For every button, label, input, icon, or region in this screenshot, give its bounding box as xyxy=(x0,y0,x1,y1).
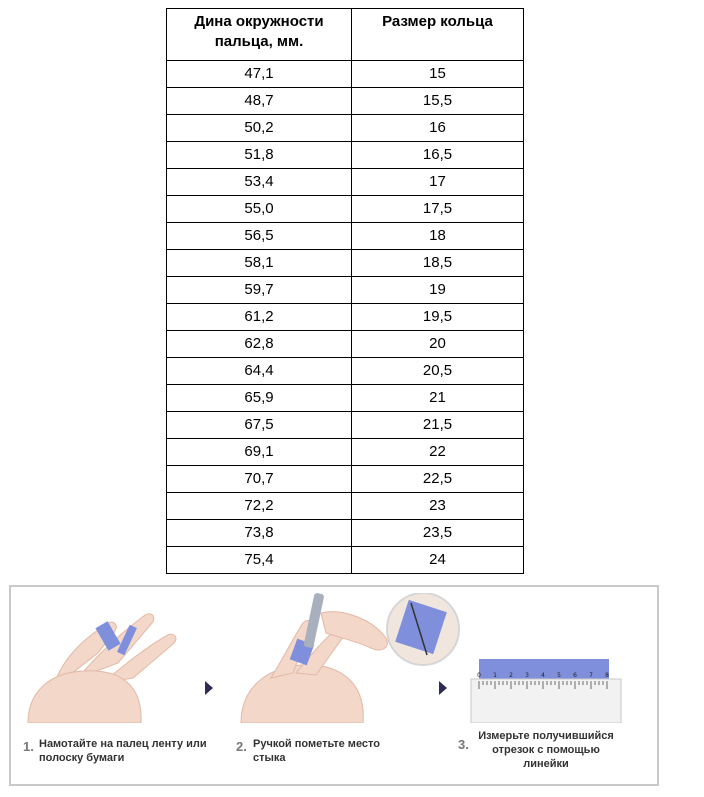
table-row xyxy=(167,439,524,466)
hand-with-tape-icon xyxy=(23,593,183,723)
ring-size-cell: 21 xyxy=(352,385,524,412)
table-row xyxy=(167,115,524,142)
circumference-cell: 56,5 xyxy=(167,223,352,250)
circumference-cell: 55,0 xyxy=(167,196,352,223)
step-3-caption: Измерьте получившийся отрезок с помощью линейки xyxy=(478,730,614,770)
table-row xyxy=(167,169,524,196)
table-row xyxy=(167,250,524,277)
ring-size-cell: 22 xyxy=(352,439,524,466)
table-row xyxy=(167,412,524,439)
circumference-cell: 48,7 xyxy=(167,88,352,115)
circumference-cell: 70,7 xyxy=(167,466,352,493)
hand-marking-pen-icon xyxy=(231,593,461,723)
step-2-number: 2. xyxy=(236,739,247,754)
ruler-tick-label: 8 xyxy=(605,672,609,679)
arrow-right-icon xyxy=(205,681,213,695)
ruler-tick-label: 6 xyxy=(573,672,577,679)
ring-size-cell: 22,5 xyxy=(352,466,524,493)
arrow-right-icon xyxy=(439,681,447,695)
step-1-caption: Намотайте на палец ленту или полоску бумаги xyxy=(39,738,207,764)
ring-size-cell: 17,5 xyxy=(352,196,524,223)
ring-size-cell: 20 xyxy=(352,331,524,358)
circumference-cell: 75,4 xyxy=(167,547,352,574)
ring-size-cell: 23 xyxy=(352,493,524,520)
table-row xyxy=(167,61,524,88)
ruler-tick-label: 4 xyxy=(541,672,545,679)
table-body xyxy=(167,61,524,574)
ring-size-cell: 19 xyxy=(352,277,524,304)
table-row xyxy=(167,142,524,169)
ring-size-cell: 15 xyxy=(352,61,524,88)
table-row xyxy=(167,547,524,574)
ruler-tick-label: 1 xyxy=(493,672,497,679)
ring-size-cell: 19,5 xyxy=(352,304,524,331)
ruler-tick-label: 0 xyxy=(477,672,481,679)
ring-size-cell: 23,5 xyxy=(352,520,524,547)
circumference-cell: 59,7 xyxy=(167,277,352,304)
circumference-cell: 58,1 xyxy=(167,250,352,277)
ring-size-cell: 24 xyxy=(352,547,524,574)
ruler-tick-label: 5 xyxy=(557,672,561,679)
ring-size-table xyxy=(166,8,524,574)
circumference-cell: 50,2 xyxy=(167,115,352,142)
circumference-cell: 61,2 xyxy=(167,304,352,331)
ring-size-cell: 16,5 xyxy=(352,142,524,169)
table-row xyxy=(167,277,524,304)
circumference-cell: 47,1 xyxy=(167,61,352,88)
header-ring-size: Размер кольца xyxy=(352,9,524,61)
ring-size-cell: 18 xyxy=(352,223,524,250)
circumference-cell: 69,1 xyxy=(167,439,352,466)
ring-size-cell: 17 xyxy=(352,169,524,196)
step-2-caption: Ручкой пометьте место стыка xyxy=(253,738,380,764)
ruler-tick-label: 3 xyxy=(525,672,529,679)
table-row xyxy=(167,385,524,412)
table-row xyxy=(167,358,524,385)
table-row xyxy=(167,223,524,250)
table-row xyxy=(167,88,524,115)
circumference-cell: 53,4 xyxy=(167,169,352,196)
circumference-cell: 64,4 xyxy=(167,358,352,385)
table-row xyxy=(167,304,524,331)
circumference-cell: 73,8 xyxy=(167,520,352,547)
step-1-number: 1. xyxy=(23,739,34,754)
measuring-instructions xyxy=(9,585,659,786)
ring-size-cell: 16 xyxy=(352,115,524,142)
table-row xyxy=(167,196,524,223)
ruler-tick-label: 7 xyxy=(589,672,593,679)
circumference-cell: 72,2 xyxy=(167,493,352,520)
circumference-cell: 67,5 xyxy=(167,412,352,439)
ring-size-cell: 20,5 xyxy=(352,358,524,385)
table-header-row xyxy=(167,9,524,61)
circumference-cell: 65,9 xyxy=(167,385,352,412)
ring-size-cell: 18,5 xyxy=(352,250,524,277)
step-3-number: 3. xyxy=(458,737,469,752)
circumference-cell: 62,8 xyxy=(167,331,352,358)
ring-size-cell: 21,5 xyxy=(352,412,524,439)
ruler-tick-label: 2 xyxy=(509,672,513,679)
ruler-icon xyxy=(467,593,627,723)
ring-size-cell: 15,5 xyxy=(352,88,524,115)
table-row xyxy=(167,520,524,547)
header-finger-circumference: Дина окружности пальца, мм. xyxy=(167,9,352,61)
table-row xyxy=(167,466,524,493)
table-row xyxy=(167,331,524,358)
circumference-cell: 51,8 xyxy=(167,142,352,169)
table-row xyxy=(167,493,524,520)
